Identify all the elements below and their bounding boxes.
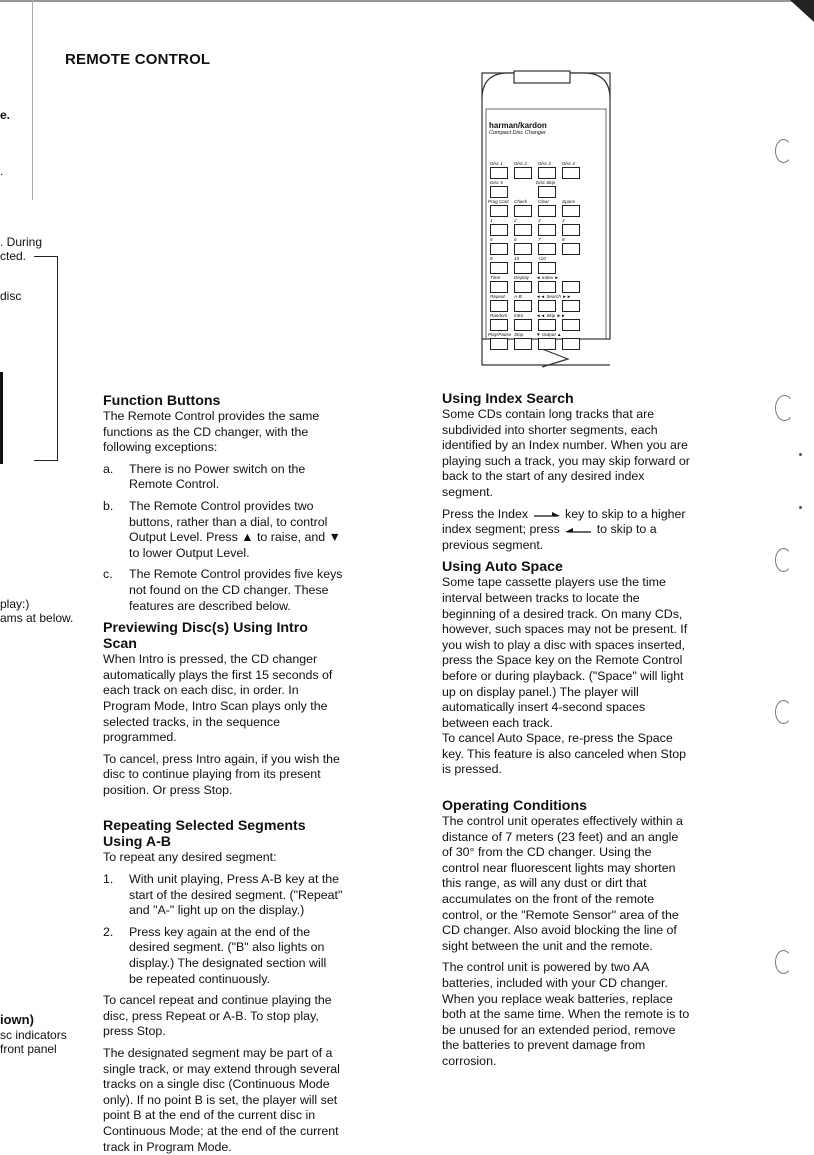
remote-key-label: 9	[490, 256, 493, 261]
remote-key-label: 2	[514, 218, 517, 223]
remote-key-label: 4	[562, 218, 565, 223]
index-search-p2	[442, 507, 692, 554]
fragment-6: play:)	[0, 597, 30, 611]
list-text: With unit playing, Press A-B key at the start of the desired segment. ("Repeat" and "A-" light up on the display.)	[129, 872, 343, 918]
remote-key	[514, 167, 532, 179]
remote-key	[562, 224, 580, 236]
remote-key	[562, 281, 580, 293]
page-title: REMOTE CONTROL	[65, 51, 211, 68]
fragment-8: iown)	[0, 1012, 34, 1027]
remote-key-label: Prog Cont	[488, 199, 509, 204]
remote-key	[490, 224, 508, 236]
index-search-p2b: key to skip to a higher index segment; press	[442, 506, 686, 537]
top-edge-line	[0, 0, 814, 2]
remote-key-label: 10	[514, 256, 520, 261]
remote-key-label: 6	[514, 237, 517, 242]
fragment-4: cted.	[0, 249, 27, 263]
remote-key	[490, 243, 508, 255]
remote-key-label: Repeat	[490, 294, 505, 299]
remote-key-label: Disc 1	[490, 161, 503, 166]
index-search-p1: Some CDs contain long tracks that are subdivided into shorter segments, each identified by an Index number. When you are playing such a track, you may skip forward or back to the start of any desired index segment.	[442, 407, 690, 499]
punch-hole	[775, 700, 792, 724]
list-item	[103, 462, 343, 493]
remote-key	[490, 319, 508, 331]
list-label: c.	[103, 567, 113, 582]
remote-key	[562, 338, 580, 350]
remote-key	[538, 262, 556, 274]
intro-scan-p1: When Intro is pressed, the CD changer automatically plays the first 15 seconds of each track on each disc, in order. In Program Mode, Intro Scan plays only the selected tracks, in the sequence programmed.	[103, 652, 333, 745]
remote-key-label: 3	[538, 218, 541, 223]
remote-key	[538, 300, 556, 312]
auto-space-heading: Using Auto Space	[442, 559, 563, 576]
function-buttons-heading: Function Buttons	[103, 393, 221, 409]
remote-key-label: +10	[538, 256, 546, 261]
remote-key-label: Check	[514, 199, 528, 204]
punch-hole	[775, 395, 794, 421]
punch-hole	[775, 950, 792, 974]
remote-key	[562, 300, 580, 312]
remote-key-label: A-B	[514, 294, 522, 299]
remote-key-label: Space	[562, 199, 576, 204]
index-search-p2a: Press the Index	[442, 506, 529, 521]
ab-repeat-p2: The designated segment may be part of a single track, or may extend through several tracks on a single disc (Continuous Mode only). If no point B is set, the player will set point B at the end of the current disc in Continuous Mode; at the end of the current track in Program Mode.	[103, 1046, 340, 1154]
remote-key-label: Disc 5	[490, 180, 503, 185]
remote-key-label: ◄◄ Search ►►	[536, 294, 572, 299]
remote-key	[538, 243, 556, 255]
operating-conditions-p2: The control unit is powered by two AA batteries, included with your CD changer. When you replace weak batteries, replace both at the same time. When the remote is to be unused for an extended period, remove the batteries to prevent damage from corrosion.	[442, 960, 690, 1068]
ab-repeat-intro: To repeat any desired segment:	[103, 850, 277, 865]
right-column	[442, 391, 692, 1070]
remote-key	[538, 281, 556, 293]
left-margin-line	[32, 0, 33, 200]
fragment-2: .	[0, 164, 4, 178]
remote-key-label: 1	[490, 218, 493, 223]
operating-conditions-heading: Operating Conditions	[442, 798, 588, 815]
remote-key	[538, 205, 556, 217]
remote-key-label: Clear	[538, 199, 549, 204]
remote-key	[490, 338, 508, 350]
list-label: a.	[103, 461, 114, 476]
corner-fold	[790, 0, 814, 24]
remote-key	[490, 300, 508, 312]
index-search-p2c: to skip to a previous segment.	[442, 522, 657, 552]
list-item	[103, 925, 343, 987]
remote-key-label: ◄◄ Skip ►►	[536, 313, 566, 318]
remote-key-label: Disc 4	[562, 161, 575, 166]
bracket-top	[34, 256, 58, 257]
remote-key-label: Disc 2	[514, 161, 527, 166]
remote-key-label: ▼ Output ▲	[536, 332, 562, 337]
scan-dot	[799, 506, 802, 509]
ab-repeat-p1: To cancel repeat and continue playing the disc, press Repeat or A-B. To stop play, press Stop.	[103, 993, 332, 1039]
remote-key	[490, 186, 508, 198]
left-column	[103, 393, 343, 1155]
remote-key	[562, 167, 580, 179]
remote-key	[538, 319, 556, 331]
intro-scan-heading: Previewing Disc(s) Using Intro Scan	[103, 620, 308, 653]
remote-key-label: Stop	[514, 332, 524, 337]
remote-key	[490, 167, 508, 179]
index-forward-icon	[532, 510, 562, 518]
list-label: 1.	[103, 872, 114, 887]
remote-key-label: ◄ Index ►	[536, 275, 559, 280]
remote-key	[514, 224, 532, 236]
remote-key-label: Random	[490, 313, 508, 318]
remote-key-label: 5	[490, 237, 493, 242]
remote-key	[514, 300, 532, 312]
index-search-heading: Using Index Search	[442, 391, 574, 407]
remote-key	[490, 262, 508, 274]
scan-dot	[799, 453, 802, 456]
remote-key-label: Play/Pause	[488, 332, 512, 337]
remote-key	[514, 281, 532, 293]
remote-illustration	[478, 69, 616, 369]
list-label: b.	[103, 498, 114, 513]
punch-hole	[775, 548, 792, 572]
remote-key	[514, 338, 532, 350]
fragment-7: ams at below.	[0, 611, 74, 625]
remote-key-label: Disc Skip	[536, 180, 556, 185]
fragment-10: front panel	[0, 1042, 57, 1056]
list-text: Press key again at the end of the desired segment. ("B" also lights on display.) The designated section will be repeated continuously.	[129, 924, 327, 986]
list-item	[103, 567, 343, 614]
remote-brand: harman/kardon	[489, 121, 547, 130]
remote-key-label: Display	[514, 275, 530, 280]
auto-space-p2: To cancel Auto Space, re-press the Space key. This feature is also canceled when Stop is pressed.	[442, 731, 687, 777]
remote-key	[514, 243, 532, 255]
remote-key	[562, 205, 580, 217]
remote-key	[538, 167, 556, 179]
remote-key	[490, 281, 508, 293]
fragment-5: disc	[0, 289, 22, 303]
list-text: The Remote Control provides five keys not found on the CD changer. These features are described below.	[129, 567, 343, 613]
remote-key-label: Intro	[514, 313, 524, 318]
fragment-1: e.	[0, 108, 11, 122]
remote-key	[514, 205, 532, 217]
function-buttons-intro: The Remote Control provides the same functions as the CD changer, with the following exceptions:	[103, 409, 320, 455]
list-item	[103, 499, 343, 561]
bracket-right	[57, 256, 58, 460]
remote-key	[514, 262, 532, 274]
punch-hole	[775, 139, 792, 163]
remote-subtitle: Compact Disc Changer	[489, 130, 546, 136]
operating-conditions-p1: The control unit operates effectively within a distance of 7 meters (23 feet) and an angle of 30° from the CD changer. Using the control near fluorescent lights may shorten this range, as will any dust or dirt that accumulates on the front of the remote control, or the "Remote Sensor" area of the CD changer. Also avoid blocking the line of sight between the unit and the remote.	[442, 814, 683, 953]
remote-key-label: Disc 3	[538, 161, 551, 166]
remote-key-label: 7	[538, 237, 541, 242]
remote-key-label: 8	[562, 237, 565, 242]
left-black-bar	[0, 372, 3, 464]
ab-repeat-heading: Repeating Selected Segments Using A-B	[103, 818, 306, 851]
auto-space-p1: Some tape cassette players use the time interval between tracks to locate the beginning of a desired track. On many CDs, however, such spaces may not be present. If you wish to play a disc with spaces inserted, press the Space key on the Remote Control before or during playback. ("Space" will light up on display panel.) The player will automatically insert 4-second spaces between each track.	[442, 575, 688, 730]
remote-key	[538, 186, 556, 198]
remote-key	[490, 205, 508, 217]
fragment-3: . During	[0, 235, 43, 249]
remote-key-label: Time	[490, 275, 501, 280]
remote-key	[538, 338, 556, 350]
remote-key	[514, 319, 532, 331]
list-text: There is no Power switch on the Remote Control.	[129, 461, 306, 492]
intro-scan-p2: To cancel, press Intro again, if you wish the disc to continue playing from its present position. Or press Stop.	[103, 751, 340, 797]
remote-key	[538, 224, 556, 236]
remote-key	[562, 319, 580, 331]
list-label: 2.	[103, 924, 114, 939]
index-back-icon	[563, 526, 593, 534]
fragment-9: sc indicators	[0, 1028, 67, 1042]
bracket-bottom	[34, 460, 58, 461]
remote-key	[562, 243, 580, 255]
list-text: The Remote Control provides two buttons, rather than a dial, to control Output Level. Press ▲ to raise, and ▼ to lower Output Level.	[129, 498, 341, 560]
list-item	[103, 872, 343, 919]
